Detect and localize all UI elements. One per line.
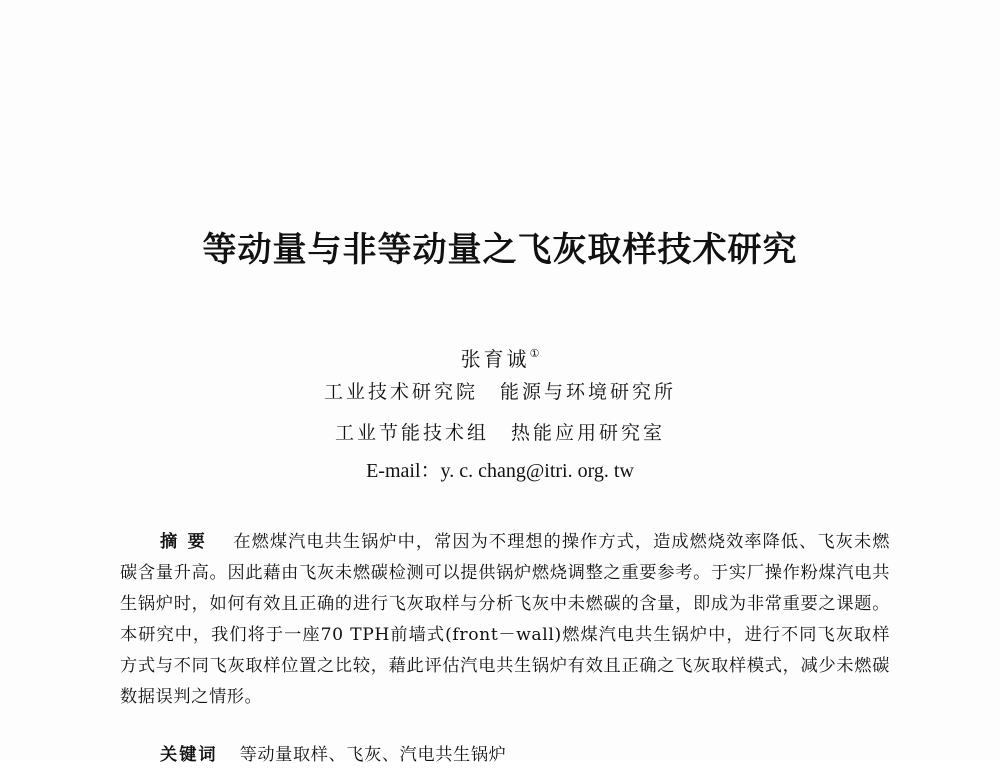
paper-title: 等动量与非等动量之飞灰取样技术研究 — [202, 230, 798, 270]
affiliation-line-2 — [0, 419, 1000, 447]
abstract-label: 摘要 — [160, 532, 216, 552]
keywords-line — [160, 742, 900, 768]
affiliation-group: 工业节能技术组 — [334, 422, 489, 444]
author-footnote-mark: ① — [529, 347, 540, 360]
affiliation-division: 能源与环境研究所 — [500, 381, 677, 403]
author-email: E-mail：y. c. chang@itri. org. tw — [366, 460, 634, 482]
affiliation-institute: 工业技术研究院 — [323, 381, 478, 403]
abstract-paragraph — [120, 527, 890, 713]
affiliation-lab: 热能应用研究室 — [511, 422, 666, 444]
keywords-label: 关键词 — [160, 745, 218, 765]
keywords-text: 等动量取样、飞灰、汽电共生锅炉 — [239, 745, 507, 765]
affiliation-line-1 — [0, 378, 1000, 406]
author-name: 张育诚 — [460, 347, 530, 371]
author-line — [0, 340, 1000, 373]
abstract-text: 在燃煤汽电共生锅炉中，常因为不理想的操作方式，造成燃烧效率降低、飞灰未燃碳含量升高。因此藉由飞灰未燃碳检测可以提供锅炉燃烧调整之重要参考。于实厂操作粉煤汽电共生锅炉时，如何有效且正确的进行飞灰取样与分析飞灰中未燃碳的含量，即成为非常重要之课题。本研究中，我们将于一座70 TPH前墙式(front－wall)燃煤汽电共生锅炉中，进行不同飞灰取样方式与不同飞灰取样位置之比较，藉此评估汽电共生锅炉有效且正确之飞灰取样模式，减少未燃碳数据误判之情形。 — [120, 532, 890, 707]
